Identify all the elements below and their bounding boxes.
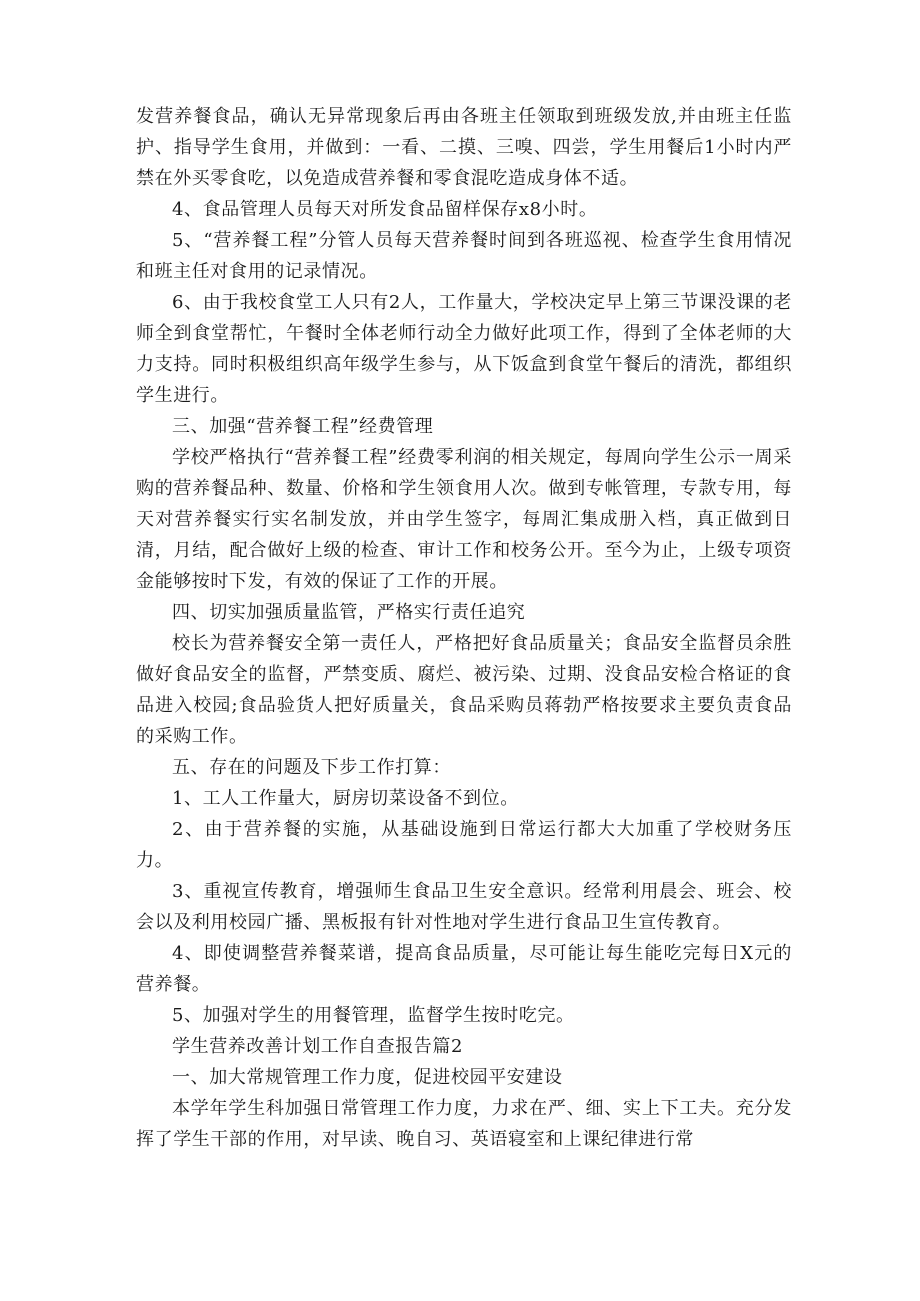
paragraph-problem-3: 3、重视宣传教育，增强师生食品卫生安全意识。经常利用晨会、班会、校会以及利用校园广播、黑板报有针对性地对学生进行食品卫生宣传教育。 xyxy=(136,881,792,933)
paragraph-item-4: 4、食品管理人员每天对所发食品留样保存x8小时。 xyxy=(172,199,598,220)
paragraph-quality: 校长为营养餐安全第一责任人，严格把好食品质量关；食品安全监督员余胜做好食品安全的监督，严禁变质、腐烂、被污染、过期、没食品安检合格证的食品进入校园;食品验货人把好质量关，食品采购员蒋勃严格按要求主要负责食品的采购工作。 xyxy=(136,633,792,747)
paragraph-problem-5: 5、加强对学生的用餐管理，监督学生按时吃完。 xyxy=(172,1005,575,1026)
section-heading-1: 一、加大常规管理工作力度，促进校园平安建设 xyxy=(172,1067,563,1088)
paragraph-funding: 学校严格执行“营养餐工程”经费零利润的相关规定，每周向学生公示一周采购的营养餐品种、数量、价格和学生领食用人次。做到专帐管理，专款专用，每天对营养餐实行实名制发放，并由学生签字，每周汇集成册入档，真正做到日清，月结，配合做好上级的检查、审计工作和校务公开。至今为止，上级专项资金能够按时下发，有效的保证了工作的开展。 xyxy=(136,447,792,592)
paragraph-problem-2: 2、由于营养餐的实施，从基础设施到日常运行都大大加重了学校财务压力。 xyxy=(136,819,792,871)
paragraph-item-5: 5、“营养餐工程”分管人员每天营养餐时间到各班巡视、检查学生食用情况和班主任对食用的记录情况。 xyxy=(136,230,792,282)
paragraph-problem-4: 4、即使调整营养餐菜谱，提高食品质量，尽可能让每生能吃完每日X元的营养餐。 xyxy=(136,943,792,995)
section-heading-4: 四、切实加强质量监管，严格实行责任追究 xyxy=(172,602,526,623)
paragraph-problem-1: 1、工人工作量大，厨房切菜设备不到位。 xyxy=(172,788,519,809)
report-title-2: 学生营养改善计划工作自查报告篇2 xyxy=(172,1036,464,1057)
paragraph-management: 本学年学生科加强日常管理工作力度，力求在严、细、实上下工夫。充分发挥了学生干部的作用，对早读、晚自习、英语寝室和上课纪律进行常 xyxy=(136,1098,792,1150)
paragraph-item-6: 6、由于我校食堂工人只有2人，工作量大，学校决定早上第三节课没课的老师全到食堂帮忙，午餐时全体老师行动全力做好此项工作，得到了全体老师的大力支持。同时积极组织高年级学生参与，从下饭盒到食堂午餐后的清洗，都组织学生进行。 xyxy=(136,292,792,406)
paragraph-intro: 发营养餐食品，确认无异常现象后再由各班主任领取到班级发放,并由班主任监护、指导学生食用，并做到：一看、二摸、三嗅、四尝，学生用餐后1小时内严禁在外买零食吃，以免造成营养餐和零食混吃造成身体不适。 xyxy=(136,106,792,189)
section-heading-3: 三、加强“营养餐工程”经费管理 xyxy=(172,416,434,437)
section-heading-5: 五、存在的问题及下步工作打算： xyxy=(172,757,451,778)
